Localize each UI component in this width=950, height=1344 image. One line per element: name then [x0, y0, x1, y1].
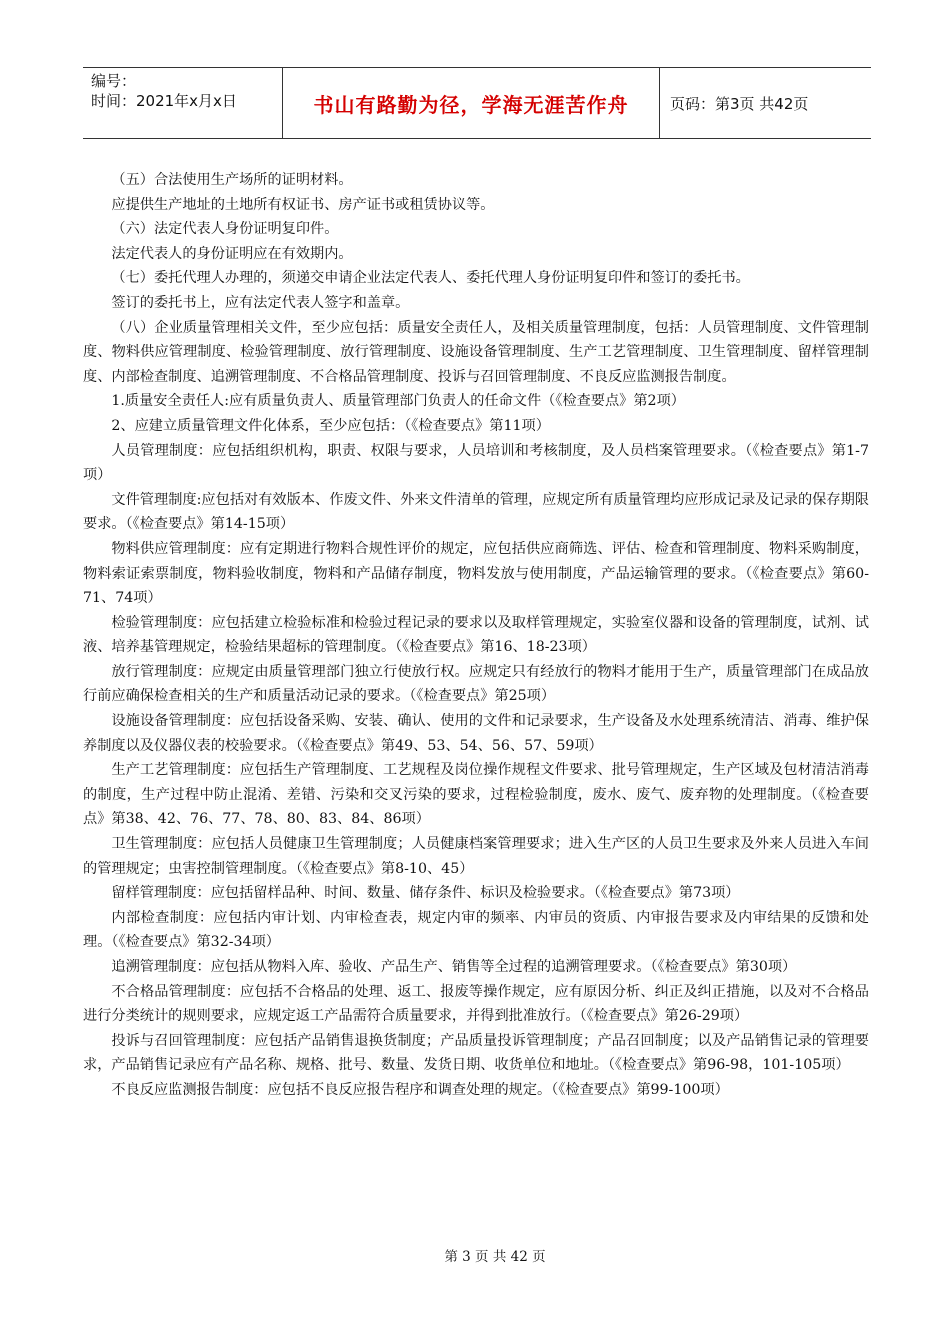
- paragraph: 法定代表人的身份证明应在有效期内。: [111, 245, 353, 262]
- paragraph: 签订的委托书上，应有法定代表人签字和盖章。: [111, 294, 410, 311]
- paragraph: 放行管理制度：应规定由质量管理部门独立行使放行权。应规定只有经放行的物料才能用于生产，质量管理部门在成品放行前应确保检查相关的生产和质量活动记录的要求。（《检查要点》第25项）: [83, 663, 869, 705]
- paragraph: 文件管理制度:应包括对有效版本、作废文件、外来文件清单的管理，应规定所有质量管理均应形成记录及记录的保存期限要求。（《检查要点》第14-15项）: [83, 491, 869, 533]
- paragraph: 应提供生产地址的土地所有权证书、房产证书或租赁协议等。: [111, 196, 495, 213]
- page-footer: 第 3 页 共 42 页: [444, 1249, 546, 1265]
- paragraph: 物料供应管理制度：应有定期进行物料合规性评价的规定，应包括供应商筛选、评估、检查和管理制度、物料采购制度，物料索证索票制度，物料验收制度，物料和产品储存制度，物料发放与使用制度，产品运输管理的要求。（《检查要点》第60-71、74项）: [83, 540, 869, 607]
- paragraph: 人员管理制度：应包括组织机构，职责、权限与要求，人员培训和考核制度，及人员档案管理要求。（《检查要点》第1-7项）: [83, 442, 869, 484]
- paragraph: 设施设备管理制度：应包括设备采购、安装、确认、使用的文件和记录要求，生产设备及水处理系统清洁、消毒、维护保养制度以及仪器仪表的校验要求。（《检查要点》第49、53、54、56、57、59项）: [83, 713, 869, 754]
- header-page-info: 页码：第3页 共42页: [670, 94, 809, 113]
- paragraph: 内部检查制度：应包括内审计划、内审检查表，规定内审的频率、内审员的资质、内审报告要求及内审结果的反馈和处理。（《检查要点》第32-34项）: [83, 909, 869, 951]
- paragraph: （八）企业质量管理相关文件，至少应包括：质量安全责任人，及相关质量管理制度，包括：人员管理制度、文件管理制度、物料供应管理制度、检验管理制度、放行管理制度、设施设备管理制度、生产工艺管理制度、卫生管理制度、留样管理制度、内部检查制度、追溯管理制度、不合格品管理制度、投诉与召回管理制度、不良反应监测报告制度。: [83, 319, 869, 385]
- paragraph: 不良反应监测报告制度：应包括不良反应报告程序和调查处理的规定。（《检查要点》第99-100项）: [111, 1081, 729, 1098]
- header-motto: 书山有路勤为径，学海无涯苦作舟: [283, 68, 660, 138]
- paragraph: 1.质量安全责任人:应有质量负责人、质量管理部门负责人的任命文件（《检查要点》第2项）: [111, 393, 685, 410]
- doc-time-label: 时间：2021年x月x日: [91, 92, 237, 110]
- paragraph: 留样管理制度：应包括留样品种、时间、数量、储存条件、标识及检验要求。（《检查要点》第73项）: [111, 885, 740, 902]
- paragraph: 2、应建立质量管理文件化体系，至少应包括：（《检查要点》第11项）: [111, 417, 550, 434]
- paragraph: 追溯管理制度：应包括从物料入库、验收、产品生产、销售等全过程的追溯管理要求。（《检查要点》第30项）: [111, 959, 797, 975]
- page-header: [83, 67, 871, 139]
- paragraph: （七）委托代理人办理的，须递交申请企业法定代表人、委托代理人身份证明复印件和签订的委托书。: [111, 270, 750, 287]
- paragraph: （五）合法使用生产场所的证明材料。: [111, 172, 353, 188]
- paragraph: 不合格品管理制度：应包括不合格品的处理、返工、报废等操作规定，应有原因分析、纠正及纠正措施，以及对不合格品进行分类统计的规则要求，应规定返工产品需符合质量要求，并得到批准放行。（《检查要点》第26-29项）: [83, 983, 869, 1025]
- paragraph: 生产工艺管理制度：应包括生产管理制度、工艺规程及岗位操作规程文件要求、批号管理规定，生产区域及包材清洁消毒的制度，生产过程中防止混淆、差错、污染和交叉污染的要求，过程检验制度，废水、废气、废弃物的处理制度。（《检查要点》第38、42、76、77、78、80、83、84、86项）: [83, 762, 869, 828]
- paragraph: 卫生管理制度：应包括人员健康卫生管理制度；人员健康档案管理要求；进入生产区的人员卫生要求及外来人员进入车间的管理规定；虫害控制管理制度。（《检查要点》第8-10、45）: [83, 836, 869, 877]
- document-body: [83, 168, 869, 1103]
- paragraph: 检验管理制度：应包括建立检验标准和检验过程记录的要求以及取样管理规定，实验室仪器和设备的管理制度，试剂、试液、培养基管理规定，检验结果超标的管理制度。（《检查要点》第16、18-23项）: [83, 614, 869, 656]
- paragraph: （六）法定代表人身份证明复印件。: [111, 221, 339, 238]
- paragraph: 投诉与召回管理制度：应包括产品销售退换货制度；产品质量投诉管理制度；产品召回制度；以及产品销售记录的管理要求，产品销售记录应有产品名称、规格、批号、数量、发货日期、收货单位和地址。（《检查要点》第96-98，101-105项）: [83, 1032, 869, 1074]
- header-meta: [83, 68, 283, 138]
- doc-number-label: 编号：: [91, 72, 137, 90]
